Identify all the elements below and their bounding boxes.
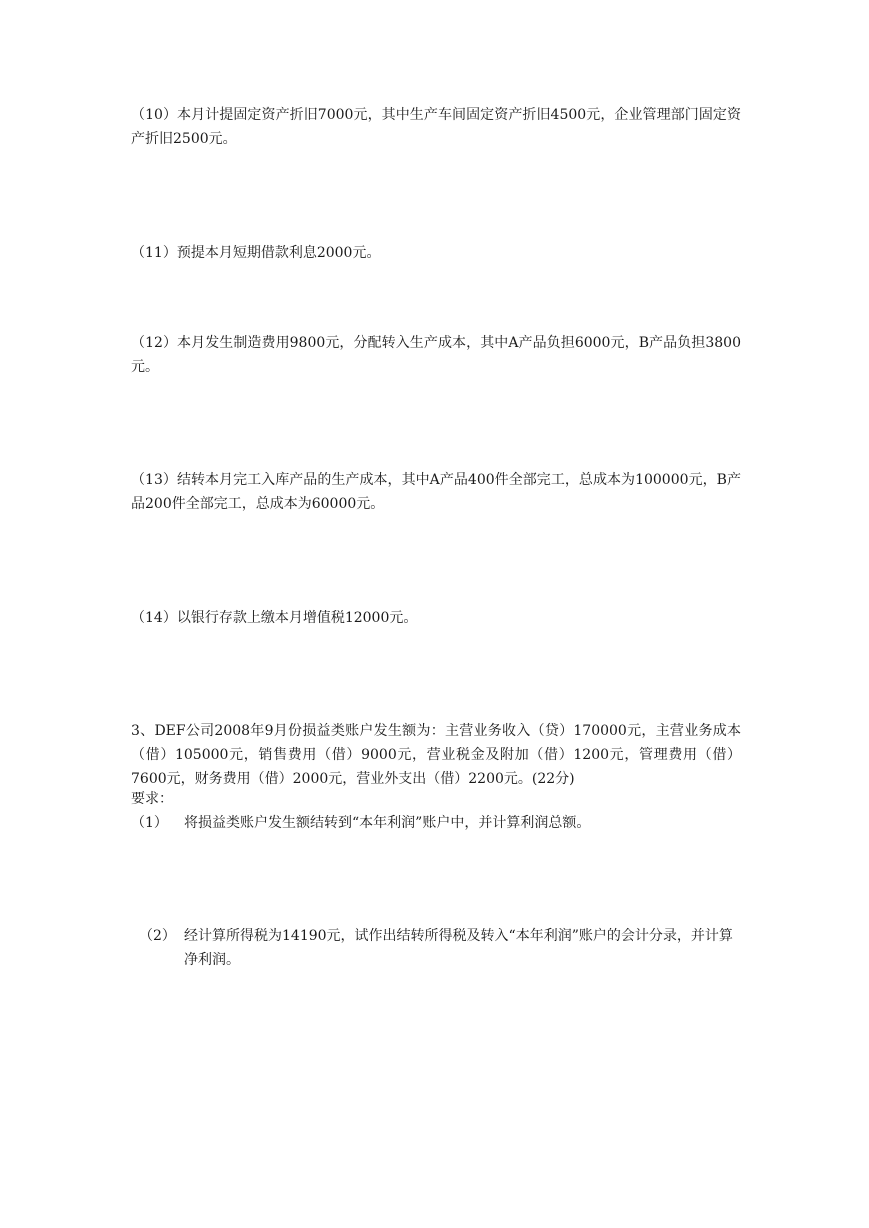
item-14: （14）以银行存款上缴本月增值税12000元。 xyxy=(131,610,418,626)
requirement-item-1 xyxy=(131,811,741,835)
requirement-text: 将损益类账户发生额结转到“本年利润”账户中，并计算利润总额。 xyxy=(184,815,591,831)
item-10: （10）本月计提固定资产折旧7000元，其中生产车间固定资产折旧4500元，企业管理部门固定资产折旧2500元。 xyxy=(131,107,741,147)
item-11: （11）预提本月短期借款利息2000元。 xyxy=(131,245,381,261)
requirement-number: （1） xyxy=(131,815,168,831)
requirement-text: 经计算所得税为14190元，试作出结转所得税及转入“本年利润”账户的会计分录，并计算净利润。 xyxy=(184,928,733,968)
requirement-item-2 xyxy=(131,924,741,972)
requirement-number: （2） xyxy=(139,928,176,944)
question-3-text: 3、DEF公司2008年9月份损益类账户发生额为：主营业务收入（贷）170000元，主营业务成本（借）105000元，销售费用（借）9000元，营业税金及附加（借）1200元，管理费用（借）7600元，财务费用（借）2000元，营业外支出（借）2200元。(22分) xyxy=(131,723,741,787)
item-12: （12）本月发生制造费用9800元，分配转入生产成本，其中A产品负担6000元，B产品负担3800元。 xyxy=(131,335,741,375)
item-13: （13）结转本月完工入库产品的生产成本，其中A产品400件全部完工，总成本为100000元，B产品200件全部完工，总成本为60000元。 xyxy=(131,472,741,512)
requirement-label: 要求： xyxy=(131,791,173,807)
